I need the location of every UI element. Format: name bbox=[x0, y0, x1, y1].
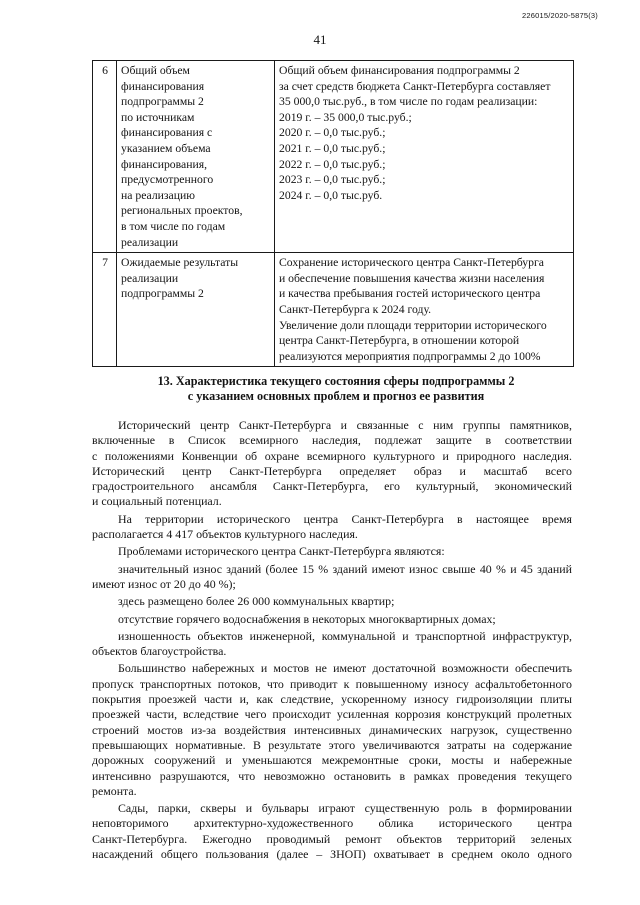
value-line: Сохранение исторического центра Санкт-Петербурга bbox=[279, 256, 544, 270]
text-line: неповторимого архитектурно-художественного облика исторического центра bbox=[92, 816, 572, 831]
label-line: региональных проектов, bbox=[121, 204, 243, 218]
text-line: Исторический центр Санкт-Петербурга определяет образ и масштаб всего bbox=[92, 463, 572, 478]
value-line: 2021 г. – 0,0 тыс.руб.; bbox=[279, 141, 386, 155]
text-line: На территории исторического центра Санкт-Петербурга в настоящее время bbox=[118, 511, 572, 526]
text-line: отсутствие горячего водоснабжения в некоторых многоквартирных домах; bbox=[118, 611, 496, 626]
value-line: 2019 г. – 35 000,0 тыс.руб.; bbox=[279, 110, 412, 124]
text-line: превышающих нормативные. В результате этого увеличиваются затраты на содержание bbox=[92, 737, 572, 752]
label-line: финансирования bbox=[121, 79, 205, 93]
table-row bbox=[93, 61, 574, 253]
value-line: и качества пребывания гостей исторического центра bbox=[279, 287, 541, 301]
value-line: 2023 г. – 0,0 тыс.руб.; bbox=[279, 173, 386, 187]
row-number: 6 bbox=[93, 61, 117, 253]
label-line: указанием объема bbox=[121, 141, 211, 155]
text-line: Сады, парки, скверы и бульвары играют существенную роль в формировании bbox=[118, 801, 572, 816]
label-line: Общий объем bbox=[121, 64, 190, 77]
text-line: градостроительного ансамбля Санкт-Петербурга, его культурный, экономический bbox=[92, 479, 572, 494]
text-line: с положениями Конвенции об охране всемирного культурного и природного наследия. bbox=[92, 448, 572, 463]
label-line: реализации bbox=[121, 235, 179, 249]
text-line: включенные в Список всемирного наследия, подлежат защите в соответствии bbox=[92, 433, 572, 448]
value-line: 35 000,0 тыс.руб., в том числе по годам реализации: bbox=[279, 95, 538, 109]
paragraph bbox=[92, 418, 572, 510]
row-value bbox=[275, 253, 574, 367]
text-line: значительный износ зданий (более 15 % зданий имеют износ свыше 40 % и 45 зданий bbox=[118, 561, 572, 576]
value-line: Общий объем финансирования подпрограммы 2 bbox=[279, 64, 520, 77]
label-line: реализации bbox=[121, 271, 179, 285]
text-line: Санкт-Петербурга. Ежегодно проводимый ремонт объектов территорий зеленых bbox=[92, 831, 572, 846]
label-line: Ожидаемые результаты bbox=[121, 256, 239, 270]
heading-line: с указанием основных проблем и прогноз ее развития bbox=[187, 389, 485, 403]
document-id: 226015/2020-5875(3) bbox=[522, 11, 598, 20]
body-text bbox=[92, 418, 572, 864]
text-line: объектов благоустройства. bbox=[92, 644, 227, 659]
text-line: пропуск транспортных потоков, что приводит к повышенному износу асфальтобетонного bbox=[92, 676, 572, 691]
text-line: здесь размещено более 26 000 коммунальных квартир; bbox=[118, 594, 395, 609]
row-number: 7 bbox=[93, 253, 117, 367]
value-line: 2020 г. – 0,0 тыс.руб.; bbox=[279, 126, 386, 140]
passport-table bbox=[92, 60, 574, 367]
text-line: Проблемами исторического центра Санкт-Петербурга являются: bbox=[118, 544, 445, 559]
text-line: располагается 4 417 объектов культурного наследия. bbox=[92, 527, 358, 542]
label-line: финансирования, bbox=[121, 157, 208, 171]
value-line: и обеспечение повышения качества жизни населения bbox=[279, 271, 545, 285]
value-line: центра Санкт-Петербурга, в отношении которой bbox=[279, 334, 520, 348]
value-line: 2024 г. – 0,0 тыс.руб. bbox=[279, 188, 383, 202]
text-line: и социальный потенциал. bbox=[92, 494, 222, 509]
label-line: на реализацию bbox=[121, 188, 195, 202]
text-line: интенсивно разрушаются, что невозможно остановить в рамках проведения текущего bbox=[92, 768, 572, 783]
paragraph bbox=[92, 612, 572, 627]
row-value bbox=[275, 61, 574, 253]
text-line: насаждений общего пользования (далее – ЗНОП) охватывает в среднем около одного bbox=[92, 847, 572, 862]
value-line: за счет средств бюджета Санкт-Петербурга составляет bbox=[279, 79, 551, 93]
label-line: подпрограммы 2 bbox=[121, 287, 204, 301]
table-row bbox=[93, 253, 574, 367]
paragraph bbox=[92, 512, 572, 543]
paragraph bbox=[92, 544, 572, 559]
text-line: Исторический центр Санкт-Петербурга и связанные с ним группы памятников, bbox=[118, 418, 572, 432]
label-line: предусмотренного bbox=[121, 173, 214, 187]
label-line: по источникам bbox=[121, 110, 195, 124]
section-heading bbox=[92, 374, 580, 404]
text-line: ремонта. bbox=[92, 783, 137, 798]
value-line: 2022 г. – 0,0 тыс.руб.; bbox=[279, 157, 386, 171]
page-number: 41 bbox=[313, 32, 327, 47]
text-line: Большинство набережных и мостов не имеют достаточной возможности обеспечить bbox=[118, 661, 572, 676]
text-line: строений мостов из-за воздействия интенсивных динамических нагрузок, существенно bbox=[92, 722, 572, 737]
paragraph bbox=[92, 594, 572, 609]
text-line: изношенность объектов инженерной, коммунальной и транспортной инфраструктур, bbox=[118, 628, 572, 643]
paragraph bbox=[92, 661, 572, 799]
paragraph bbox=[92, 801, 572, 862]
value-line: Увеличение доли площади территории исторического bbox=[279, 318, 547, 332]
paragraph bbox=[92, 562, 572, 593]
label-line: финансирования с bbox=[121, 126, 213, 140]
label-line: в том числе по годам bbox=[121, 219, 226, 233]
text-line: покрытия проезжей части и, как следствие, ускоренному износу гидроизоляции плиты bbox=[92, 692, 572, 707]
row-label bbox=[117, 61, 275, 253]
text-line: имеют износ от 20 до 40 %); bbox=[92, 576, 236, 591]
paragraph bbox=[92, 629, 572, 660]
value-line: Санкт-Петербурга к 2024 году. bbox=[279, 302, 432, 316]
heading-line: 13. Характеристика текущего состояния сферы подпрограммы 2 bbox=[157, 374, 515, 388]
value-line: реализуются мероприятия подпрограммы 2 до 100% bbox=[279, 349, 541, 363]
text-line: дорожных сооружений и уменьшаются межремонтные сроки, мосты и набережные bbox=[92, 753, 572, 768]
label-line: подпрограммы 2 bbox=[121, 95, 204, 109]
row-label bbox=[117, 253, 275, 367]
text-line: проезжей части, вследствие чего происходит усиленная коррозия конструкций пролетных bbox=[92, 707, 572, 722]
